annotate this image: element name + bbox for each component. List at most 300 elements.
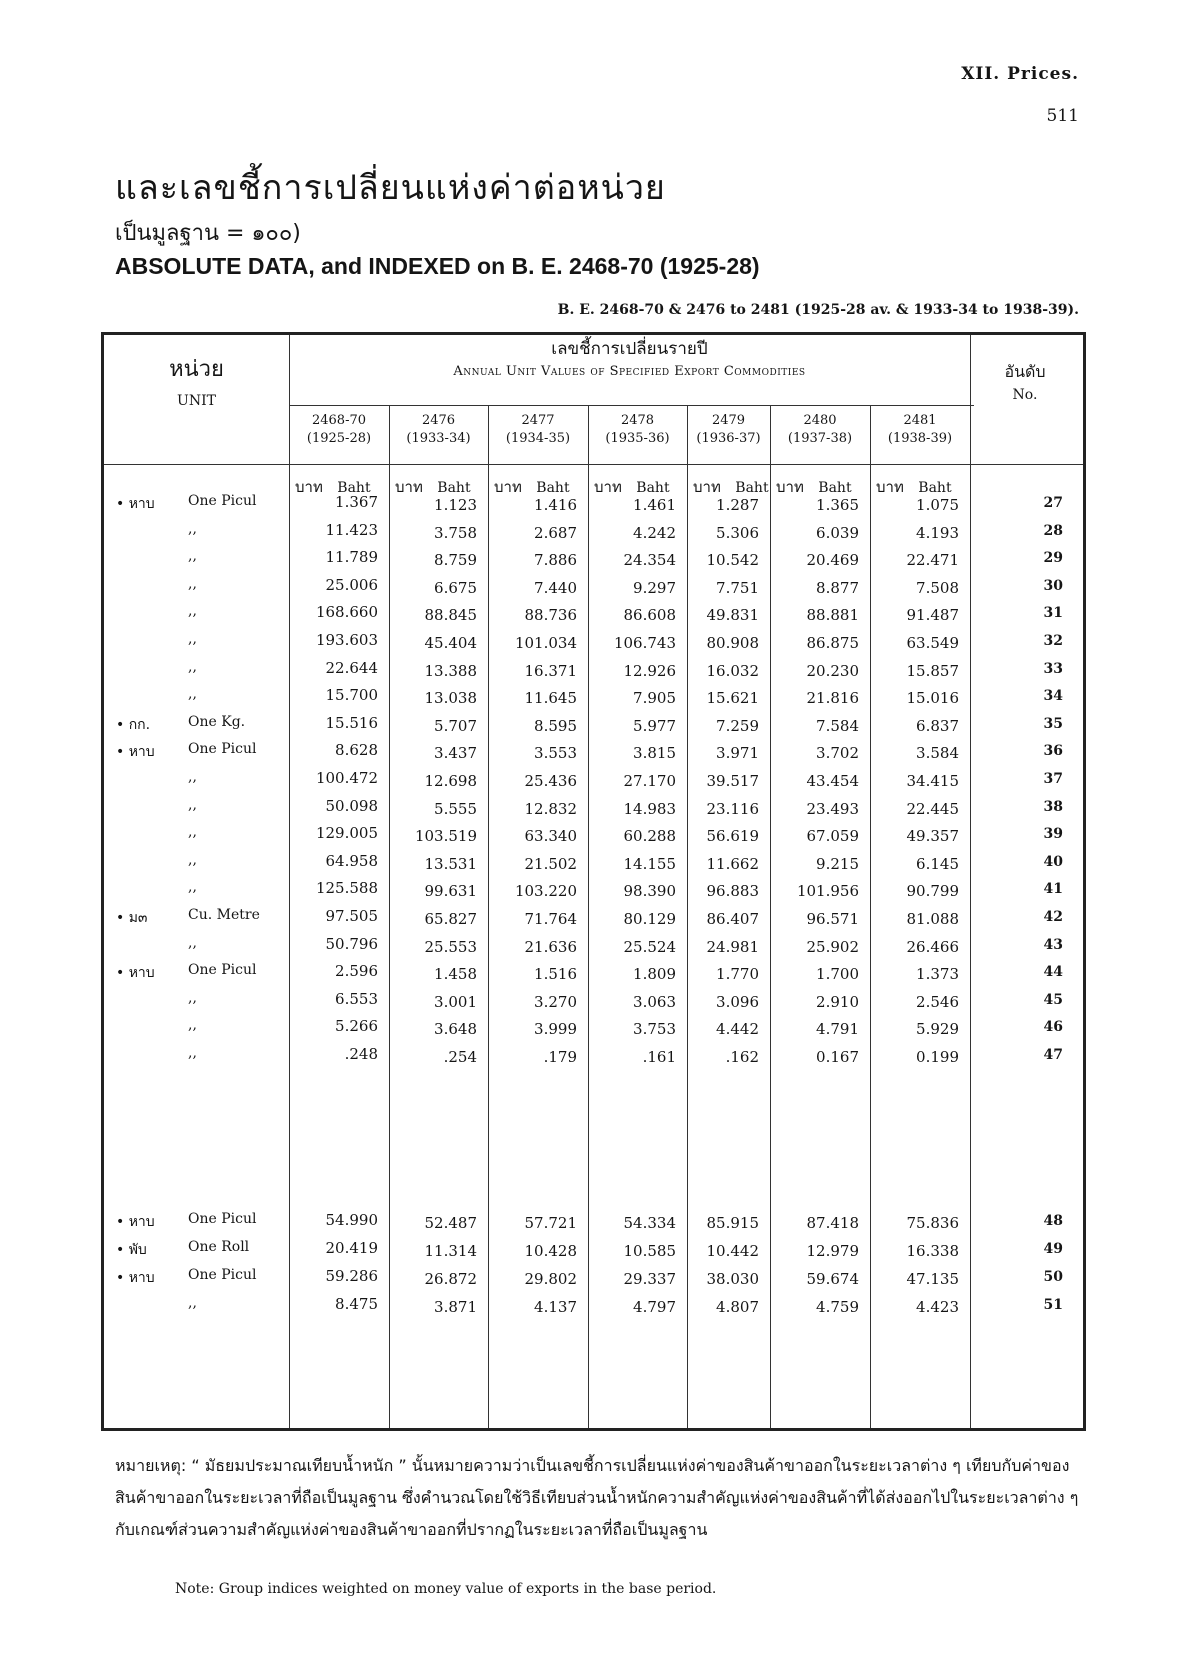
value-cell: 49.831 xyxy=(706,606,759,625)
value-cell: 24.981 xyxy=(706,937,759,956)
table-row xyxy=(104,797,1083,825)
currency-english: Baht xyxy=(536,480,570,496)
value-cell: 25.524 xyxy=(623,937,676,956)
unit-english: ,, xyxy=(188,796,197,813)
value-cell: 90.799 xyxy=(906,882,959,901)
value-cell: 12.698 xyxy=(424,772,477,790)
value-cell: 5.977 xyxy=(633,716,676,735)
value-cell: 86.608 xyxy=(623,606,676,625)
unit-english: One Kg. xyxy=(188,713,246,730)
unit-thai: • ม๓ xyxy=(116,910,148,926)
unit-english: ,, xyxy=(188,1295,197,1311)
annual-header-rule xyxy=(289,405,974,406)
row-number: 43 xyxy=(1043,936,1063,953)
value-cell: 11.645 xyxy=(524,689,577,708)
unit-english: One Picul xyxy=(188,493,257,509)
value-cell: 8.628 xyxy=(335,741,378,760)
value-cell: 26.872 xyxy=(424,1270,477,1288)
period-line: B. E. 2468-70 & 2476 to 2481 (1925-28 av. & 1933-34 to 1938-39). xyxy=(557,302,1079,318)
value-cell: 3.001 xyxy=(434,992,477,1011)
table-row xyxy=(104,852,1083,880)
table-row xyxy=(104,1267,1083,1295)
value-cell: 13.388 xyxy=(424,661,477,680)
value-cell: 24.354 xyxy=(623,551,676,570)
unit-english: ,, xyxy=(188,548,197,565)
row-number: 42 xyxy=(1043,909,1063,925)
value-cell: 4.807 xyxy=(716,1298,759,1316)
value-cell: 34.415 xyxy=(906,772,959,790)
value-cell: 1.123 xyxy=(434,496,477,514)
year-header-ad: (1934-35) xyxy=(505,431,571,446)
value-cell: 63.549 xyxy=(906,634,959,652)
row-number: 44 xyxy=(1043,964,1063,981)
value-cell: 29.802 xyxy=(524,1270,577,1288)
value-cell: .162 xyxy=(725,1048,759,1066)
table-row xyxy=(104,603,1083,631)
table-row xyxy=(104,659,1083,687)
value-cell: 85.915 xyxy=(706,1214,759,1232)
currency-thai: บาท xyxy=(594,478,622,496)
currency-thai: บาท xyxy=(876,478,904,496)
row-number: 29 xyxy=(1043,550,1063,567)
value-cell: 8.877 xyxy=(816,578,859,597)
row-number: 31 xyxy=(1043,605,1063,622)
row-number: 50 xyxy=(1043,1269,1063,1285)
value-cell: 4.797 xyxy=(633,1298,676,1316)
export-values-table xyxy=(101,332,1086,1431)
row-number: 40 xyxy=(1043,853,1063,870)
unit-english: ,, xyxy=(188,1045,197,1061)
row-number: 45 xyxy=(1043,991,1063,1008)
value-cell: 16.338 xyxy=(906,1242,959,1260)
no-header-english: No. xyxy=(1012,387,1038,403)
value-cell: 1.700 xyxy=(816,965,859,984)
currency-thai: บาท xyxy=(494,478,522,496)
value-cell: 7.508 xyxy=(916,578,959,597)
value-cell: 52.487 xyxy=(424,1214,477,1232)
value-cell: 5.929 xyxy=(916,1020,959,1039)
value-cell: 3.871 xyxy=(434,1298,477,1316)
row-number: 38 xyxy=(1043,798,1063,815)
unit-header-english: UNIT xyxy=(177,393,216,409)
value-cell: 101.034 xyxy=(514,634,577,652)
value-cell: 63.340 xyxy=(524,827,577,846)
unit-thai: • หาบ xyxy=(116,1214,155,1230)
value-cell: 6.675 xyxy=(434,578,477,597)
value-cell: 1.367 xyxy=(335,493,378,511)
row-number: 46 xyxy=(1043,1019,1063,1036)
table-row xyxy=(104,521,1083,549)
value-cell: 87.418 xyxy=(806,1214,859,1232)
currency-english: Baht xyxy=(337,480,371,496)
unit-thai: • หาบ xyxy=(116,744,155,761)
row-number: 39 xyxy=(1043,826,1063,843)
value-cell: 193.603 xyxy=(315,631,378,649)
value-cell: 7.886 xyxy=(534,551,577,570)
value-cell: 3.648 xyxy=(434,1020,477,1039)
note-english: Note: Group indices weighted on money value of exports in the base period. xyxy=(175,1581,717,1597)
table-row xyxy=(104,548,1083,576)
value-cell: 3.584 xyxy=(916,744,959,763)
unit-english: ,, xyxy=(188,575,197,592)
row-number: 28 xyxy=(1043,522,1063,539)
table-row xyxy=(104,1017,1083,1045)
value-cell: 3.753 xyxy=(633,1020,676,1039)
value-cell: 1.461 xyxy=(633,496,676,514)
value-cell: 1.516 xyxy=(534,965,577,984)
value-cell: 50.098 xyxy=(325,796,378,815)
value-cell: 8.595 xyxy=(534,716,577,735)
value-cell: 7.440 xyxy=(534,578,577,597)
value-cell: 16.032 xyxy=(706,661,759,680)
value-cell: 65.827 xyxy=(424,910,477,928)
title-english: ABSOLUTE DATA, and INDEXED on B. E. 2468-70 (1925-28) xyxy=(115,253,760,279)
header-bottom-rule xyxy=(104,464,1083,465)
value-cell: 27.170 xyxy=(623,772,676,790)
value-cell: .254 xyxy=(443,1048,477,1066)
table-row xyxy=(104,714,1083,742)
currency-english: Baht xyxy=(918,480,952,496)
value-cell: 1.416 xyxy=(534,496,577,514)
value-cell: 4.137 xyxy=(534,1298,577,1316)
value-cell: 5.555 xyxy=(434,799,477,818)
value-cell: 7.259 xyxy=(716,716,759,735)
value-cell: 5.306 xyxy=(716,523,759,542)
value-cell: 4.759 xyxy=(816,1298,859,1316)
value-cell: 11.423 xyxy=(325,520,378,539)
value-cell: 86.875 xyxy=(806,634,859,652)
row-number: 37 xyxy=(1043,771,1063,787)
unit-english: ,, xyxy=(188,851,197,868)
currency-thai: บาท xyxy=(693,478,721,496)
table-row xyxy=(104,907,1083,935)
value-cell: 7.584 xyxy=(816,716,859,735)
value-cell: .161 xyxy=(642,1048,676,1066)
year-header-be: 2476 xyxy=(421,413,456,428)
value-cell: 106.743 xyxy=(613,634,676,652)
page-number: 511 xyxy=(1046,106,1079,126)
value-cell: 11.314 xyxy=(424,1242,477,1260)
value-cell: 1.809 xyxy=(633,965,676,984)
value-cell: 15.857 xyxy=(906,661,959,680)
value-cell: 88.845 xyxy=(424,606,477,625)
value-cell: 39.517 xyxy=(706,772,759,790)
year-header-be: 2480 xyxy=(803,413,837,428)
value-cell: 101.956 xyxy=(796,882,859,901)
value-cell: 56.619 xyxy=(706,827,759,846)
year-header-ad: (1936-37) xyxy=(696,431,761,446)
unit-english: One Roll xyxy=(188,1239,250,1255)
row-number: 49 xyxy=(1043,1241,1063,1257)
value-cell: 88.736 xyxy=(524,606,577,625)
currency-english: Baht xyxy=(437,480,471,496)
value-cell: 3.702 xyxy=(816,744,859,763)
value-cell: 6.553 xyxy=(335,989,378,1008)
value-cell: 9.215 xyxy=(816,854,859,873)
value-cell: 0.167 xyxy=(816,1048,859,1066)
table-row xyxy=(104,824,1083,852)
value-cell: 20.230 xyxy=(806,661,859,680)
value-cell: 10.428 xyxy=(524,1242,577,1260)
value-cell: 14.983 xyxy=(623,799,676,818)
value-cell: 10.542 xyxy=(706,551,759,570)
value-cell: 59.674 xyxy=(806,1270,859,1288)
value-cell: 2.687 xyxy=(534,523,577,542)
currency-thai: บาท xyxy=(395,478,423,496)
value-cell: 7.905 xyxy=(633,689,676,708)
value-cell: 129.005 xyxy=(315,824,378,843)
row-number: 36 xyxy=(1043,743,1063,760)
value-cell: 3.437 xyxy=(434,744,477,763)
value-cell: 1.458 xyxy=(434,965,477,984)
value-cell: 67.059 xyxy=(806,827,859,846)
value-cell: 23.116 xyxy=(706,799,759,818)
table-row xyxy=(104,1211,1083,1239)
value-cell: 1.770 xyxy=(716,965,759,984)
currency-thai: บาท xyxy=(776,478,804,496)
value-cell: 21.816 xyxy=(806,689,859,708)
value-cell: 21.636 xyxy=(524,937,577,956)
value-cell: 3.096 xyxy=(716,992,759,1011)
year-header-be: 2481 xyxy=(903,413,937,428)
row-number: 35 xyxy=(1043,715,1063,732)
year-header-ad: (1937-38) xyxy=(787,431,853,446)
year-header-ad: (1925-28) xyxy=(306,431,372,446)
value-cell: 4.442 xyxy=(716,1020,759,1039)
value-cell: 49.357 xyxy=(906,827,959,846)
value-cell: 10.585 xyxy=(623,1242,676,1260)
value-cell: 8.475 xyxy=(335,1295,378,1313)
unit-thai: • หาบ xyxy=(116,1270,155,1286)
value-cell: 54.990 xyxy=(325,1211,378,1229)
unit-english: ,, xyxy=(188,1017,197,1034)
currency-thai: บาท xyxy=(295,478,323,496)
value-cell: 4.791 xyxy=(816,1020,859,1039)
value-cell: 25.902 xyxy=(806,937,859,956)
value-cell: 60.288 xyxy=(623,827,676,846)
year-header-ad: (1938-39) xyxy=(887,431,953,446)
value-cell: 125.588 xyxy=(315,879,378,898)
value-cell: 23.493 xyxy=(806,799,859,818)
currency-english: Baht xyxy=(735,480,769,496)
value-cell: 43.454 xyxy=(806,772,859,790)
value-cell: 4.193 xyxy=(916,523,959,542)
unit-english: ,, xyxy=(188,631,197,647)
value-cell: 45.404 xyxy=(424,634,477,652)
value-cell: 38.030 xyxy=(706,1270,759,1288)
value-cell: 47.135 xyxy=(906,1270,959,1288)
table-row xyxy=(104,1239,1083,1267)
value-cell: 5.707 xyxy=(434,716,477,735)
annual-header-thai: เลขชี้การเปลี่ยนรายปี xyxy=(551,339,708,359)
value-cell: 80.908 xyxy=(706,634,759,652)
row-number: 27 xyxy=(1043,495,1063,511)
value-cell: 1.373 xyxy=(916,965,959,984)
unit-thai: • หาบ xyxy=(116,496,155,512)
value-cell: 14.155 xyxy=(623,854,676,873)
value-cell: 10.442 xyxy=(706,1242,759,1260)
unit-english: ,, xyxy=(188,520,197,537)
table-row xyxy=(104,990,1083,1018)
value-cell: 13.531 xyxy=(424,854,477,873)
unit-english: One Picul xyxy=(188,962,257,979)
value-cell: 21.502 xyxy=(524,854,577,873)
value-cell: 80.129 xyxy=(623,910,676,928)
value-cell: 98.390 xyxy=(623,882,676,901)
value-cell: 64.958 xyxy=(325,851,378,870)
year-header-ad: (1935-36) xyxy=(605,431,670,446)
no-header-thai: อันดับ xyxy=(1004,362,1046,381)
year-header-be: 2479 xyxy=(711,413,746,428)
row-number: 41 xyxy=(1043,881,1063,898)
value-cell: 20.419 xyxy=(325,1239,378,1257)
note-thai: หมายเหตุ: “ มัธยมประมาณเทียบน้ำหนัก ” นั้นหมายความว่าเป็นเลขชี้การเปลี่ยนแห่งค่าของสินค้าขาออกในระยะเวลาต่าง ๆ เทียบกับค่าของสินค้าขาออกในระยะเวลาที่ถือเป็นมูลฐาน ซึ่งคำนวณโดยใช้วิธีเทียบส่วนน้ำหนักความสำคัญแห่งค่าของสินค้าที่ได้ส่งออกไปในระยะเวลาต่าง ๆ กับเกณฑ์ส่วนความสำคัญแห่งค่าของสินค้าขาออกที่ปรากฏในระยะเวลาที่ถือเป็นมูลฐาน xyxy=(115,1456,1079,1539)
value-cell: 3.270 xyxy=(534,992,577,1011)
value-cell: 0.199 xyxy=(916,1048,959,1066)
value-cell: 12.926 xyxy=(623,661,676,680)
table-row xyxy=(104,935,1083,963)
value-cell: 8.759 xyxy=(434,551,477,570)
unit-english: ,, xyxy=(188,658,197,675)
value-cell: 4.423 xyxy=(916,1298,959,1316)
value-cell: 88.881 xyxy=(806,606,859,625)
value-cell: 100.472 xyxy=(315,769,378,787)
unit-english: ,, xyxy=(188,686,197,703)
value-cell: 3.553 xyxy=(534,744,577,763)
table-row xyxy=(104,879,1083,907)
value-cell: 5.266 xyxy=(335,1017,378,1036)
row-number: 34 xyxy=(1043,688,1063,705)
value-cell: 3.999 xyxy=(534,1020,577,1039)
value-cell: 13.038 xyxy=(424,689,477,708)
value-cell: 1.365 xyxy=(816,496,859,514)
value-cell: 15.516 xyxy=(325,713,378,732)
value-cell: 22.471 xyxy=(906,551,959,570)
table-row xyxy=(104,741,1083,769)
value-cell: 22.644 xyxy=(325,658,378,677)
value-cell: 25.436 xyxy=(524,772,577,790)
value-cell: 50.796 xyxy=(325,934,378,953)
annual-header-english: Annual Unit Values of Specified Export Commodities xyxy=(453,364,806,379)
value-cell: 6.145 xyxy=(916,854,959,873)
value-cell: 99.631 xyxy=(424,882,477,901)
unit-english: ,, xyxy=(188,934,197,951)
value-cell: 15.700 xyxy=(325,686,378,705)
row-number: 33 xyxy=(1043,660,1063,677)
row-number: 51 xyxy=(1043,1297,1063,1313)
value-cell: 75.836 xyxy=(906,1214,959,1232)
row-number: 30 xyxy=(1043,577,1063,594)
value-cell: 2.596 xyxy=(335,962,378,981)
table-row xyxy=(104,493,1083,521)
unit-thai: • กก. xyxy=(116,716,151,733)
table-row xyxy=(104,1045,1083,1073)
year-header-ad: (1933-34) xyxy=(406,431,471,446)
year-header-be: 2468-70 xyxy=(311,413,367,428)
value-cell: 12.832 xyxy=(524,799,577,818)
value-cell: 3.063 xyxy=(633,992,676,1011)
value-cell: 3.815 xyxy=(633,744,676,763)
currency-english: Baht xyxy=(636,480,670,496)
value-cell: 22.445 xyxy=(906,799,959,818)
value-cell: 1.075 xyxy=(916,496,959,514)
value-cell: 3.971 xyxy=(716,744,759,763)
value-cell: .248 xyxy=(344,1045,378,1063)
value-cell: 71.764 xyxy=(524,910,577,928)
unit-english: ,, xyxy=(188,879,197,896)
value-cell: 6.039 xyxy=(816,523,859,542)
value-cell: 2.910 xyxy=(816,992,859,1011)
value-cell: 7.751 xyxy=(716,578,759,597)
value-cell: 2.546 xyxy=(916,992,959,1011)
table-row xyxy=(104,631,1083,659)
unit-english: Cu. Metre xyxy=(188,907,260,923)
value-cell: 97.505 xyxy=(325,907,378,925)
value-cell: 15.016 xyxy=(906,689,959,708)
value-cell: 26.466 xyxy=(906,937,959,956)
table-row xyxy=(104,1295,1083,1323)
unit-english: ,, xyxy=(188,769,197,785)
value-cell: 9.297 xyxy=(633,578,676,597)
row-number: 48 xyxy=(1043,1213,1063,1229)
value-cell: 25.553 xyxy=(424,937,477,956)
value-cell: 16.371 xyxy=(524,661,577,680)
value-cell: 20.469 xyxy=(806,551,859,570)
value-cell: 29.337 xyxy=(623,1270,676,1288)
value-cell: 57.721 xyxy=(524,1214,577,1232)
value-cell: 54.334 xyxy=(623,1214,676,1232)
value-cell: 15.621 xyxy=(706,689,759,708)
table-row xyxy=(104,576,1083,604)
unit-english: One Picul xyxy=(188,741,257,758)
row-number: 47 xyxy=(1043,1047,1063,1063)
unit-english: ,, xyxy=(188,603,197,620)
table-row xyxy=(104,769,1083,797)
value-cell: 3.758 xyxy=(434,523,477,542)
value-cell: 103.220 xyxy=(514,882,577,901)
running-head: XII. Prices. xyxy=(961,64,1079,84)
unit-english: ,, xyxy=(188,824,197,841)
value-cell: 91.487 xyxy=(906,606,959,625)
year-header-be: 2478 xyxy=(620,413,655,428)
value-cell: 81.088 xyxy=(906,910,959,928)
value-cell: 11.662 xyxy=(706,854,759,873)
unit-thai: • พับ xyxy=(116,1242,147,1258)
value-cell: 103.519 xyxy=(414,827,477,846)
unit-english: One Picul xyxy=(188,1267,257,1283)
subtitle-thai: เป็นมูลฐาน = ๑๐๐) xyxy=(115,221,301,246)
table-row xyxy=(104,962,1083,990)
value-cell: 12.979 xyxy=(806,1242,859,1260)
unit-english: ,, xyxy=(188,989,197,1006)
row-number: 32 xyxy=(1043,633,1063,649)
value-cell: 96.883 xyxy=(706,882,759,901)
unit-header-thai: หน่วย xyxy=(169,357,224,382)
value-cell: 4.242 xyxy=(633,523,676,542)
title-thai: และเลขชี้การเปลี่ยนแห่งค่าต่อหน่วย xyxy=(115,168,666,208)
unit-english: One Picul xyxy=(188,1211,257,1227)
table-row xyxy=(104,686,1083,714)
value-cell: 11.789 xyxy=(325,548,378,567)
value-cell: 6.837 xyxy=(916,716,959,735)
value-cell: 168.660 xyxy=(315,603,378,622)
value-cell: 25.006 xyxy=(325,575,378,594)
value-cell: 96.571 xyxy=(806,910,859,928)
year-header-be: 2477 xyxy=(521,413,555,428)
unit-thai: • หาบ xyxy=(116,965,155,982)
value-cell: .179 xyxy=(543,1048,577,1066)
value-cell: 59.286 xyxy=(325,1267,378,1285)
